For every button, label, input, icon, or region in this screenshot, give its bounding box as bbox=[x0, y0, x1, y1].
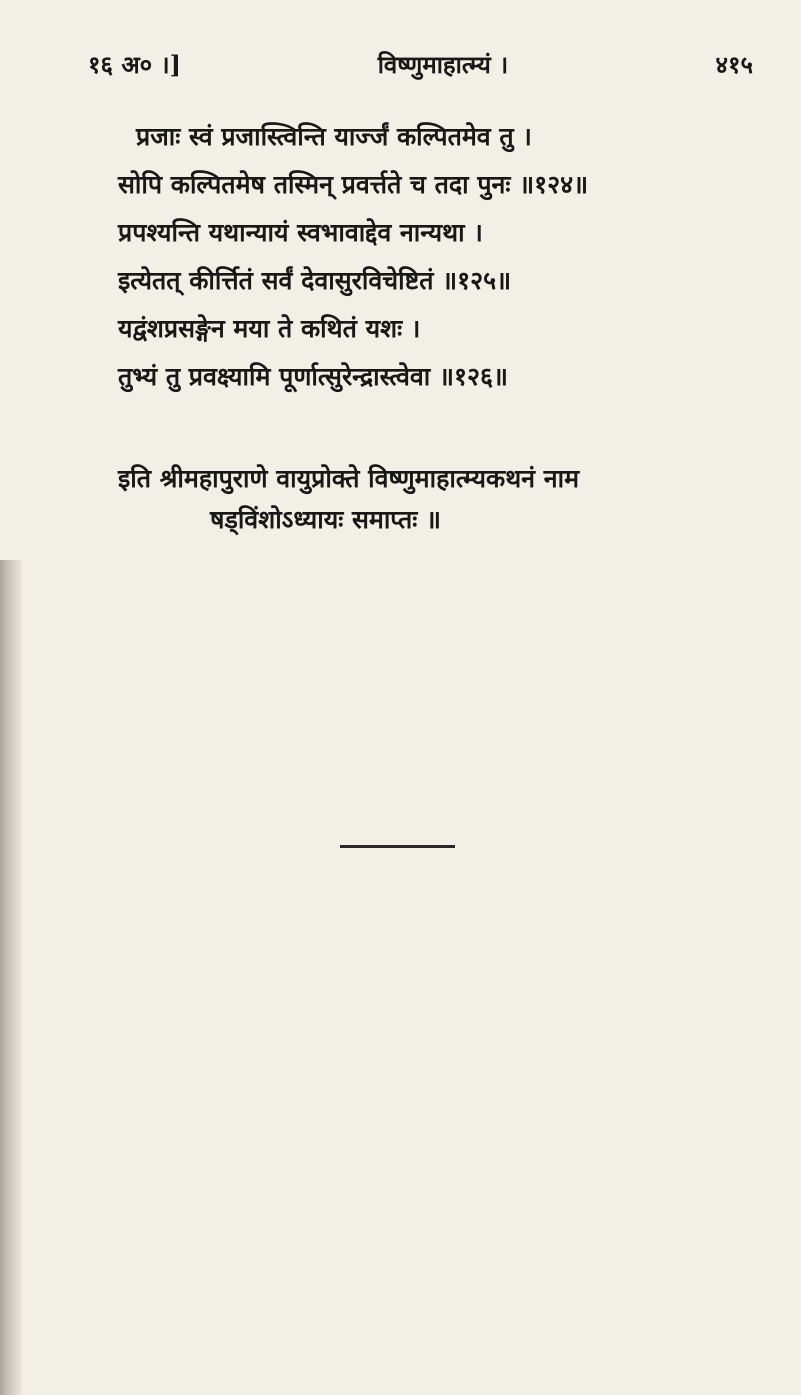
verse-line: प्रपश्यन्ति यथान्यायं स्वभावाद्देव नान्यथा । bbox=[118, 218, 483, 247]
header-title: विष्णुमाहात्म्यं । bbox=[377, 50, 509, 79]
verse-line: इत्येतत् कीर्त्तितं सर्वं देवासुरविचेष्टितं ॥१२५॥ bbox=[118, 266, 512, 295]
verse-line: सोपि कल्पितमेष तस्मिन् प्रवर्त्तते च तदा पुनः ॥१२४॥ bbox=[118, 170, 589, 199]
chapter-colophon bbox=[118, 462, 768, 544]
colophon-line: षड्विंशोऽध्यायः समाप्तः ॥ bbox=[210, 505, 441, 534]
running-header bbox=[88, 48, 753, 88]
page-binding-shadow bbox=[0, 560, 22, 1395]
header-chapter-ref: १६ अ० ।] bbox=[88, 50, 181, 79]
verse-line: तुभ्यं तु प्रवक्ष्यामि पूर्णात्सुरेन्द्रास्त्वेवा ॥१२६॥ bbox=[118, 362, 508, 391]
colophon-line: इति श्रीमहापुराणे वायुप्रोक्ते विष्णुमाहात्म्यकथनं नाम bbox=[118, 464, 580, 493]
verse-block bbox=[118, 120, 758, 408]
verse-line: यद्वंशप्रसङ्गेन मया ते कथितं यशः । bbox=[118, 314, 421, 343]
verse-line: प्रजाः स्वं प्रजास्त्विन्ति यार्ज्जं कल्पितमेव तु । bbox=[136, 122, 532, 151]
chapter-end-rule bbox=[340, 845, 455, 848]
page-number: ४१५ bbox=[715, 50, 753, 79]
